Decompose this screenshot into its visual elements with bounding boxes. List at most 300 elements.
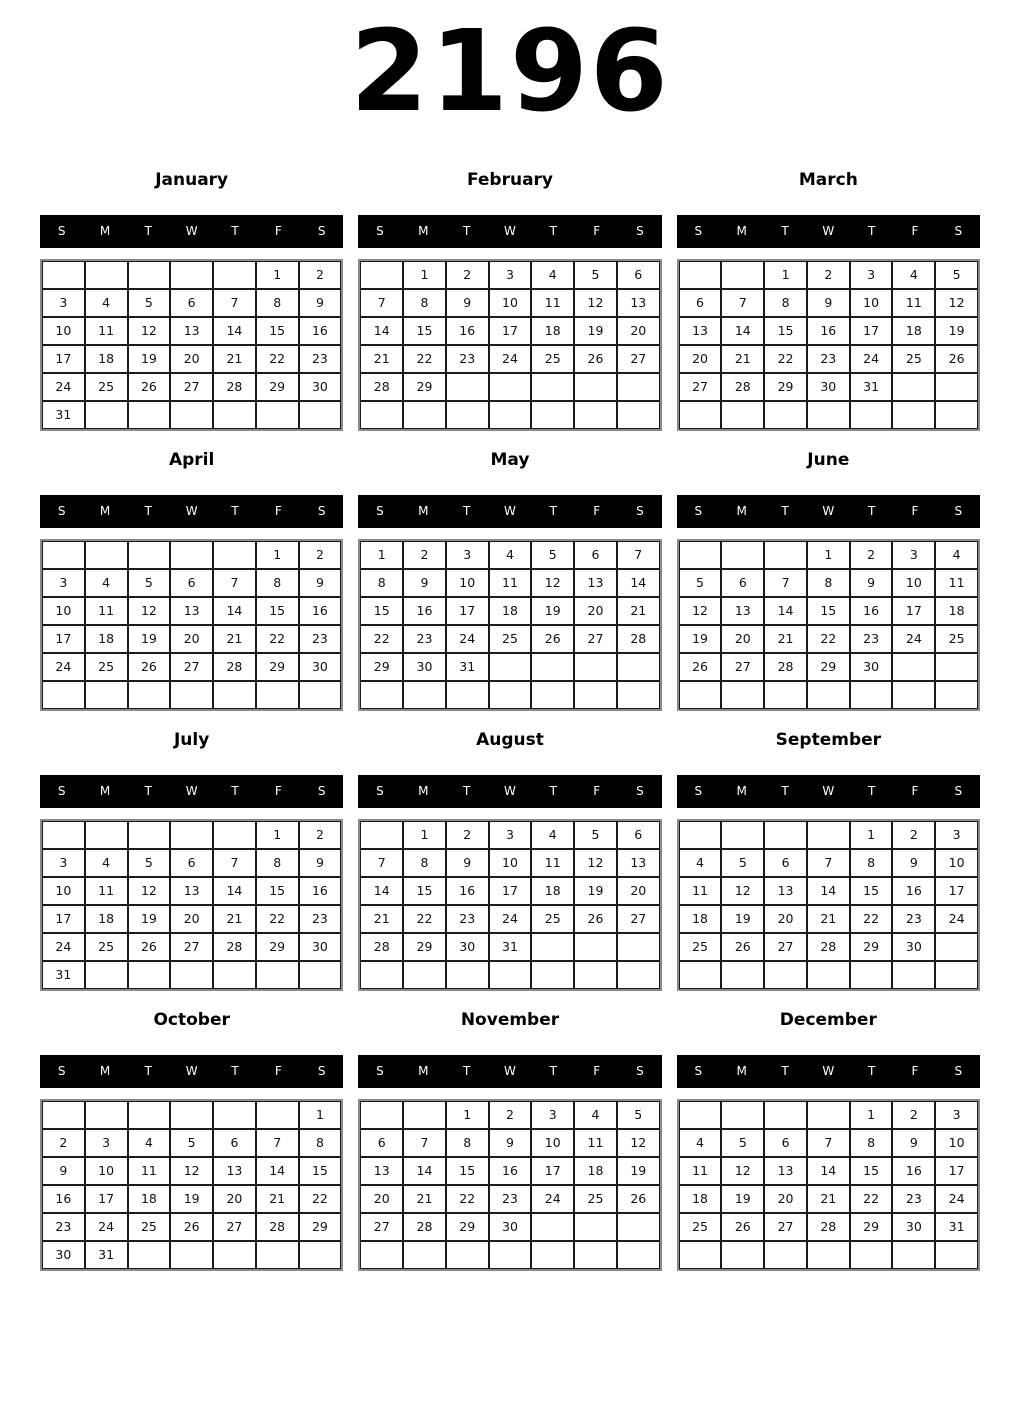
weekday-label: T (549, 784, 557, 798)
day-cell: 17 (42, 625, 85, 653)
day-cell: 15 (850, 877, 893, 905)
weekday-label: T (462, 1064, 471, 1078)
day-cell: 28 (617, 625, 660, 653)
month-title: July (173, 730, 210, 750)
weekday-label: S (694, 784, 703, 798)
day-cell: 29 (807, 653, 850, 681)
day-cell: 6 (721, 569, 764, 597)
month-grid (358, 1099, 661, 1271)
day-cell: 22 (403, 905, 446, 933)
month-grid (358, 259, 661, 431)
empty-day-cell (892, 1241, 935, 1269)
day-cell: 17 (935, 877, 978, 905)
day-cell: 25 (679, 1213, 722, 1241)
empty-day-cell (892, 681, 935, 709)
empty-day-cell (574, 1213, 617, 1241)
empty-day-cell (446, 1241, 489, 1269)
day-cell: 22 (403, 345, 446, 373)
day-cell: 26 (128, 653, 171, 681)
day-cell: 16 (892, 877, 935, 905)
empty-day-cell (850, 401, 893, 429)
empty-day-cell (213, 681, 256, 709)
weekday-label: T (549, 504, 557, 518)
empty-day-cell (935, 401, 978, 429)
day-cell: 16 (446, 877, 489, 905)
day-cell: 28 (213, 653, 256, 681)
month-title: January (155, 170, 229, 190)
day-cell: 9 (850, 569, 893, 597)
day-cell: 3 (489, 261, 532, 289)
day-cell: 11 (574, 1129, 617, 1157)
day-cell: 5 (721, 1129, 764, 1157)
day-cell: 16 (446, 317, 489, 345)
day-cell: 30 (299, 933, 342, 961)
weekday-label: S (636, 1064, 644, 1078)
weekday-label: F (593, 224, 601, 238)
empty-day-cell (360, 401, 403, 429)
day-cell: 6 (170, 569, 213, 597)
day-cell: 11 (85, 877, 128, 905)
weekday-label: S (636, 784, 644, 798)
day-cell: 5 (679, 569, 722, 597)
day-cell: 5 (128, 569, 171, 597)
weekday-label: S (317, 784, 326, 798)
day-cell: 23 (299, 905, 342, 933)
day-cell: 22 (807, 625, 850, 653)
month-title: April (168, 450, 215, 470)
day-cell: 1 (764, 261, 807, 289)
empty-day-cell (935, 373, 978, 401)
empty-day-cell (403, 401, 446, 429)
day-cell: 28 (360, 373, 403, 401)
weekday-label: M (99, 224, 111, 238)
day-cell: 17 (446, 597, 489, 625)
day-cell: 24 (446, 625, 489, 653)
day-cell: 7 (617, 541, 660, 569)
empty-day-cell (764, 1241, 807, 1269)
empty-day-cell (360, 961, 403, 989)
day-cell: 15 (360, 597, 403, 625)
day-cell: 1 (403, 821, 446, 849)
weekday-label: W (185, 504, 198, 518)
day-cell: 2 (892, 1101, 935, 1129)
day-cell: 29 (360, 653, 403, 681)
empty-day-cell (617, 1241, 660, 1269)
day-cell: 12 (721, 1157, 764, 1185)
weekday-label: T (867, 504, 876, 518)
weekday-label: T (144, 504, 152, 518)
empty-day-cell (213, 961, 256, 989)
day-cell: 15 (256, 597, 299, 625)
day-cell: 14 (213, 317, 256, 345)
day-cell: 29 (446, 1213, 489, 1241)
day-cell: 25 (489, 625, 532, 653)
empty-day-cell (128, 821, 171, 849)
day-cell: 21 (256, 1185, 299, 1213)
weekday-label: T (462, 504, 471, 518)
day-cell: 3 (531, 1101, 574, 1129)
weekday-header (358, 495, 661, 528)
month-title: September (775, 730, 882, 750)
day-cell: 6 (617, 261, 660, 289)
day-cell: 10 (850, 289, 893, 317)
weekday-label: F (911, 1064, 919, 1078)
empty-day-cell (403, 1101, 446, 1129)
day-cell: 22 (764, 345, 807, 373)
day-cell: 17 (935, 1157, 978, 1185)
day-cell: 12 (170, 1157, 213, 1185)
empty-day-cell (170, 681, 213, 709)
day-cell: 22 (256, 345, 299, 373)
day-cell: 18 (935, 597, 978, 625)
empty-day-cell (617, 401, 660, 429)
day-cell: 19 (679, 625, 722, 653)
day-cell: 10 (935, 849, 978, 877)
empty-day-cell (721, 261, 764, 289)
weekday-label: T (231, 224, 239, 238)
day-cell: 5 (170, 1129, 213, 1157)
day-cell: 15 (764, 317, 807, 345)
day-cell: 13 (764, 1157, 807, 1185)
day-cell: 15 (256, 877, 299, 905)
empty-day-cell (935, 681, 978, 709)
day-cell: 2 (892, 821, 935, 849)
empty-day-cell (299, 961, 342, 989)
empty-day-cell (256, 681, 299, 709)
month-block (677, 1010, 980, 1271)
day-cell: 27 (213, 1213, 256, 1241)
day-cell: 19 (128, 345, 171, 373)
day-cell: 27 (617, 905, 660, 933)
month-block (358, 450, 661, 711)
empty-day-cell (360, 261, 403, 289)
empty-day-cell (531, 961, 574, 989)
day-cell: 9 (299, 569, 342, 597)
empty-day-cell (256, 401, 299, 429)
day-cell: 14 (213, 877, 256, 905)
weekday-label: S (954, 1064, 963, 1078)
empty-day-cell (213, 261, 256, 289)
empty-day-cell (403, 1241, 446, 1269)
day-cell: 8 (403, 289, 446, 317)
empty-day-cell (892, 401, 935, 429)
day-cell: 4 (574, 1101, 617, 1129)
weekday-label: T (144, 784, 152, 798)
day-cell: 26 (935, 345, 978, 373)
day-cell: 25 (85, 933, 128, 961)
day-cell: 27 (170, 933, 213, 961)
day-cell: 17 (850, 317, 893, 345)
empty-day-cell (764, 681, 807, 709)
day-cell: 28 (764, 653, 807, 681)
day-cell: 8 (256, 289, 299, 317)
day-cell: 7 (807, 1129, 850, 1157)
day-cell: 20 (679, 345, 722, 373)
empty-day-cell (213, 821, 256, 849)
empty-day-cell (721, 681, 764, 709)
day-cell: 29 (850, 933, 893, 961)
day-cell: 25 (85, 373, 128, 401)
weekday-label: S (376, 1064, 384, 1078)
day-cell: 25 (892, 345, 935, 373)
day-cell: 30 (892, 1213, 935, 1241)
weekday-label: S (376, 224, 384, 238)
empty-day-cell (403, 961, 446, 989)
day-cell: 10 (935, 1129, 978, 1157)
day-cell: 23 (807, 345, 850, 373)
day-cell: 9 (446, 849, 489, 877)
empty-day-cell (85, 821, 128, 849)
weekday-label: T (144, 224, 152, 238)
weekday-label: W (822, 1064, 835, 1078)
weekday-label: W (185, 224, 198, 238)
day-cell: 3 (42, 849, 85, 877)
day-cell: 20 (170, 905, 213, 933)
empty-day-cell (85, 681, 128, 709)
day-cell: 22 (360, 625, 403, 653)
weekday-label: M (99, 1064, 111, 1078)
month-grid (677, 259, 980, 431)
day-cell: 11 (531, 849, 574, 877)
day-cell: 11 (679, 1157, 722, 1185)
day-cell: 21 (213, 345, 256, 373)
empty-day-cell (721, 961, 764, 989)
day-cell: 30 (42, 1241, 85, 1269)
day-cell: 21 (403, 1185, 446, 1213)
day-cell: 1 (850, 1101, 893, 1129)
day-cell: 31 (42, 961, 85, 989)
day-cell: 8 (850, 849, 893, 877)
empty-day-cell (935, 961, 978, 989)
weekday-label: T (231, 784, 239, 798)
day-cell: 7 (807, 849, 850, 877)
day-cell: 19 (531, 597, 574, 625)
empty-day-cell (679, 681, 722, 709)
day-cell: 31 (85, 1241, 128, 1269)
month-title: June (807, 450, 850, 470)
day-cell: 10 (42, 597, 85, 625)
day-cell: 28 (721, 373, 764, 401)
day-cell: 14 (360, 317, 403, 345)
empty-day-cell (850, 681, 893, 709)
day-cell: 22 (256, 905, 299, 933)
day-cell: 28 (256, 1213, 299, 1241)
month-grid (40, 539, 343, 711)
empty-day-cell (531, 681, 574, 709)
day-cell: 10 (489, 289, 532, 317)
day-cell: 5 (574, 261, 617, 289)
day-cell: 19 (617, 1157, 660, 1185)
day-cell: 18 (574, 1157, 617, 1185)
day-cell: 21 (213, 905, 256, 933)
day-cell: 7 (256, 1129, 299, 1157)
day-cell: 31 (42, 401, 85, 429)
day-cell: 8 (403, 849, 446, 877)
weekday-label: S (694, 224, 703, 238)
weekday-label: M (736, 504, 747, 518)
empty-day-cell (574, 1241, 617, 1269)
empty-day-cell (256, 961, 299, 989)
day-cell: 18 (679, 1185, 722, 1213)
day-cell: 20 (213, 1185, 256, 1213)
weekday-label: S (57, 504, 66, 518)
months-grid (0, 170, 1020, 1271)
empty-day-cell (574, 373, 617, 401)
day-cell: 24 (935, 1185, 978, 1213)
day-cell: 20 (574, 597, 617, 625)
day-cell: 9 (892, 1129, 935, 1157)
empty-day-cell (128, 1241, 171, 1269)
weekday-label: S (57, 224, 66, 238)
day-cell: 23 (892, 1185, 935, 1213)
weekday-label: S (954, 224, 963, 238)
day-cell: 11 (85, 597, 128, 625)
empty-day-cell (574, 933, 617, 961)
weekday-header (677, 215, 980, 248)
day-cell: 15 (446, 1157, 489, 1185)
day-cell: 10 (85, 1157, 128, 1185)
day-cell: 18 (489, 597, 532, 625)
empty-day-cell (128, 401, 171, 429)
day-cell: 8 (850, 1129, 893, 1157)
day-cell: 12 (574, 849, 617, 877)
empty-day-cell (446, 961, 489, 989)
day-cell: 13 (170, 877, 213, 905)
weekday-header (358, 775, 661, 808)
day-cell: 13 (360, 1157, 403, 1185)
weekday-label: S (376, 784, 384, 798)
day-cell: 3 (489, 821, 532, 849)
day-cell: 27 (721, 653, 764, 681)
day-cell: 20 (764, 1185, 807, 1213)
weekday-header (40, 215, 343, 248)
day-cell: 13 (617, 849, 660, 877)
empty-day-cell (213, 541, 256, 569)
day-cell: 4 (531, 821, 574, 849)
empty-day-cell (721, 1101, 764, 1129)
day-cell: 2 (489, 1101, 532, 1129)
empty-day-cell (892, 373, 935, 401)
month-grid (677, 819, 980, 991)
day-cell: 25 (935, 625, 978, 653)
day-cell: 5 (935, 261, 978, 289)
empty-day-cell (213, 1101, 256, 1129)
empty-day-cell (85, 961, 128, 989)
day-cell: 23 (850, 625, 893, 653)
day-cell: 11 (892, 289, 935, 317)
day-cell: 26 (721, 1213, 764, 1241)
empty-day-cell (721, 1241, 764, 1269)
empty-day-cell (360, 1241, 403, 1269)
day-cell: 15 (403, 877, 446, 905)
month-block (677, 450, 980, 711)
day-cell: 25 (679, 933, 722, 961)
day-cell: 25 (531, 345, 574, 373)
empty-day-cell (807, 961, 850, 989)
day-cell: 5 (128, 849, 171, 877)
day-cell: 13 (213, 1157, 256, 1185)
empty-day-cell (128, 541, 171, 569)
weekday-label: W (822, 504, 835, 518)
empty-day-cell (446, 401, 489, 429)
day-cell: 3 (85, 1129, 128, 1157)
day-cell: 24 (489, 345, 532, 373)
day-cell: 25 (531, 905, 574, 933)
weekday-label: F (911, 504, 919, 518)
weekday-label: S (636, 224, 644, 238)
empty-day-cell (360, 821, 403, 849)
day-cell: 7 (403, 1129, 446, 1157)
weekday-label: F (274, 784, 282, 798)
day-cell: 30 (489, 1213, 532, 1241)
empty-day-cell (679, 541, 722, 569)
weekday-label: F (274, 224, 282, 238)
day-cell: 11 (489, 569, 532, 597)
weekday-label: M (99, 504, 111, 518)
empty-day-cell (679, 401, 722, 429)
day-cell: 21 (360, 905, 403, 933)
day-cell: 14 (403, 1157, 446, 1185)
empty-day-cell (170, 261, 213, 289)
month-grid (40, 819, 343, 991)
day-cell: 21 (213, 625, 256, 653)
empty-day-cell (170, 541, 213, 569)
empty-day-cell (764, 821, 807, 849)
day-cell: 4 (128, 1129, 171, 1157)
weekday-label: T (231, 504, 239, 518)
empty-day-cell (807, 681, 850, 709)
day-cell: 27 (679, 373, 722, 401)
empty-day-cell (807, 401, 850, 429)
day-cell: 10 (489, 849, 532, 877)
weekday-label: M (99, 784, 111, 798)
day-cell: 21 (360, 345, 403, 373)
day-cell: 16 (892, 1157, 935, 1185)
day-cell: 14 (256, 1157, 299, 1185)
day-cell: 28 (807, 1213, 850, 1241)
day-cell: 7 (360, 289, 403, 317)
empty-day-cell (446, 681, 489, 709)
day-cell: 20 (764, 905, 807, 933)
weekday-label: W (822, 784, 835, 798)
empty-day-cell (213, 1241, 256, 1269)
day-cell: 29 (256, 653, 299, 681)
day-cell: 27 (617, 345, 660, 373)
day-cell: 16 (403, 597, 446, 625)
day-cell: 26 (721, 933, 764, 961)
empty-day-cell (679, 1241, 722, 1269)
day-cell: 31 (446, 653, 489, 681)
day-cell: 1 (360, 541, 403, 569)
day-cell: 5 (721, 849, 764, 877)
empty-day-cell (42, 681, 85, 709)
month-block (40, 1010, 343, 1271)
weekday-label: S (694, 504, 703, 518)
day-cell: 6 (764, 849, 807, 877)
day-cell: 18 (128, 1185, 171, 1213)
weekday-label: T (781, 784, 789, 798)
empty-day-cell (299, 1241, 342, 1269)
empty-day-cell (256, 1241, 299, 1269)
day-cell: 27 (574, 625, 617, 653)
empty-day-cell (574, 681, 617, 709)
empty-day-cell (42, 261, 85, 289)
day-cell: 12 (617, 1129, 660, 1157)
day-cell: 29 (403, 933, 446, 961)
day-cell: 4 (892, 261, 935, 289)
empty-day-cell (489, 681, 532, 709)
weekday-label: S (694, 1064, 703, 1078)
